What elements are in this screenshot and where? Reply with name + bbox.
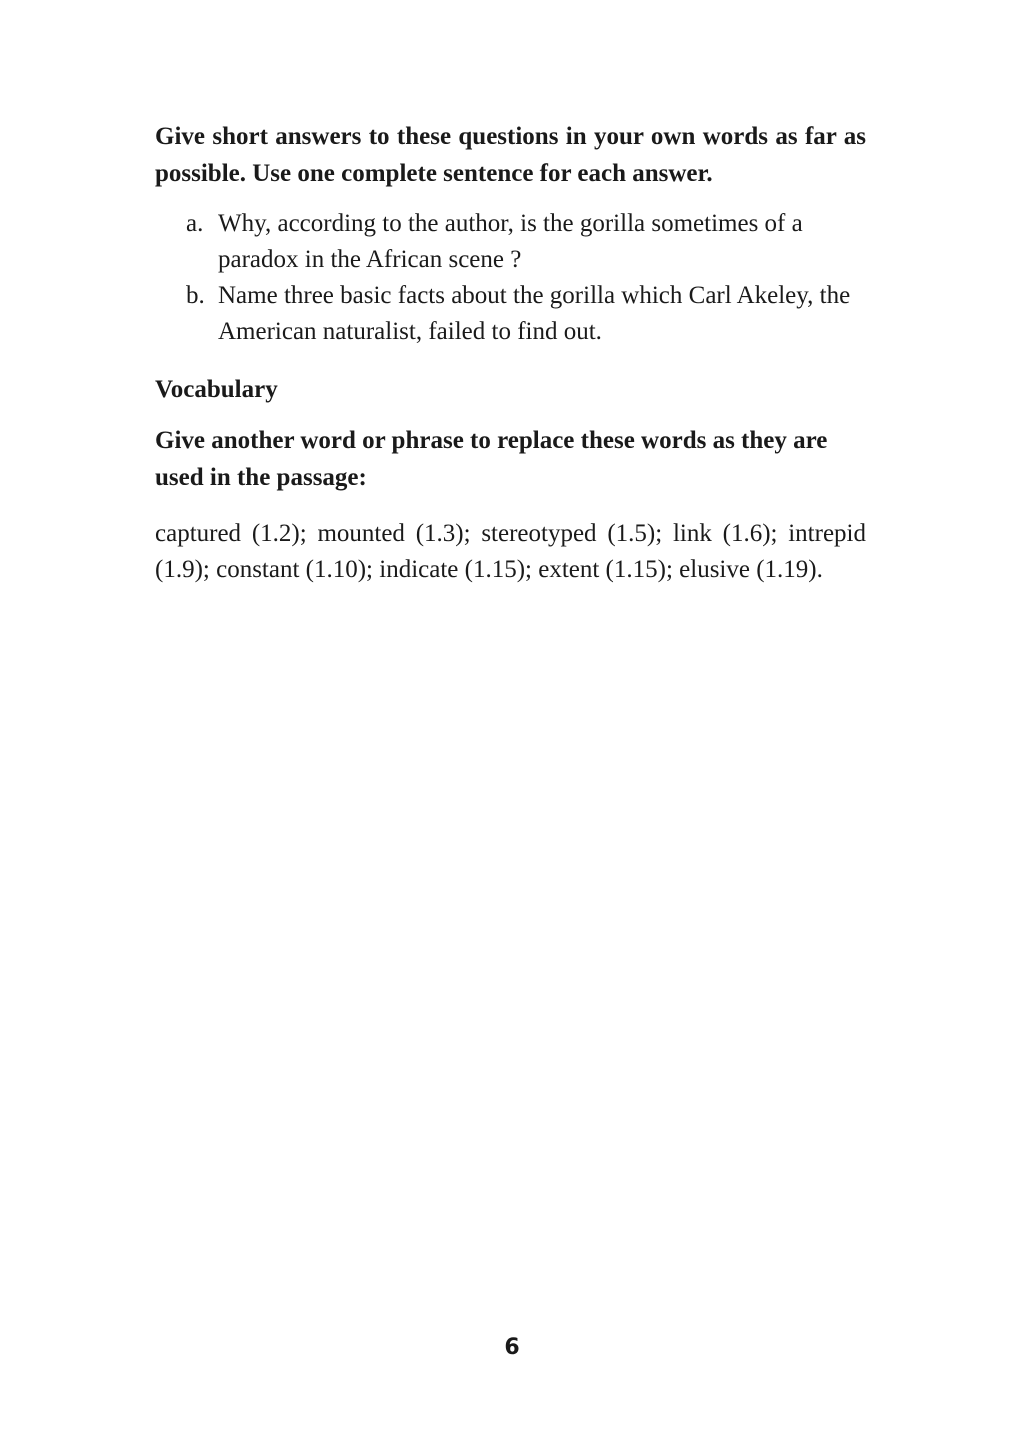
vocabulary-heading: Vocabulary bbox=[155, 376, 278, 403]
vocabulary-word-list: captured (1.2); mounted (1.3); stereotyped (1.5); link (1.6); intrepid (1.9); constant (1.10); indicate (1.15); extent (1.15); elusive (1.19). bbox=[155, 520, 866, 583]
question-text: Why, according to the author, is the gorilla sometimes of a paradox in the African scene ? bbox=[218, 210, 803, 273]
page-content bbox=[155, 118, 866, 588]
question-text: Name three basic facts about the gorilla which Carl Akeley, the American naturalist, failed to find out. bbox=[218, 282, 851, 345]
page-number: 6 bbox=[504, 1335, 520, 1360]
question-marker: a. bbox=[186, 210, 204, 237]
vocabulary-instruction: Give another word or phrase to replace these words as they are used in the passage: bbox=[155, 427, 828, 491]
question-item bbox=[155, 278, 866, 350]
question-item bbox=[155, 206, 866, 278]
question-list bbox=[155, 206, 866, 350]
comprehension-instruction: Give short answers to these questions in your own words as far as possible. Use one complete sentence for each answer. bbox=[155, 123, 866, 187]
question-marker: b. bbox=[186, 282, 205, 309]
